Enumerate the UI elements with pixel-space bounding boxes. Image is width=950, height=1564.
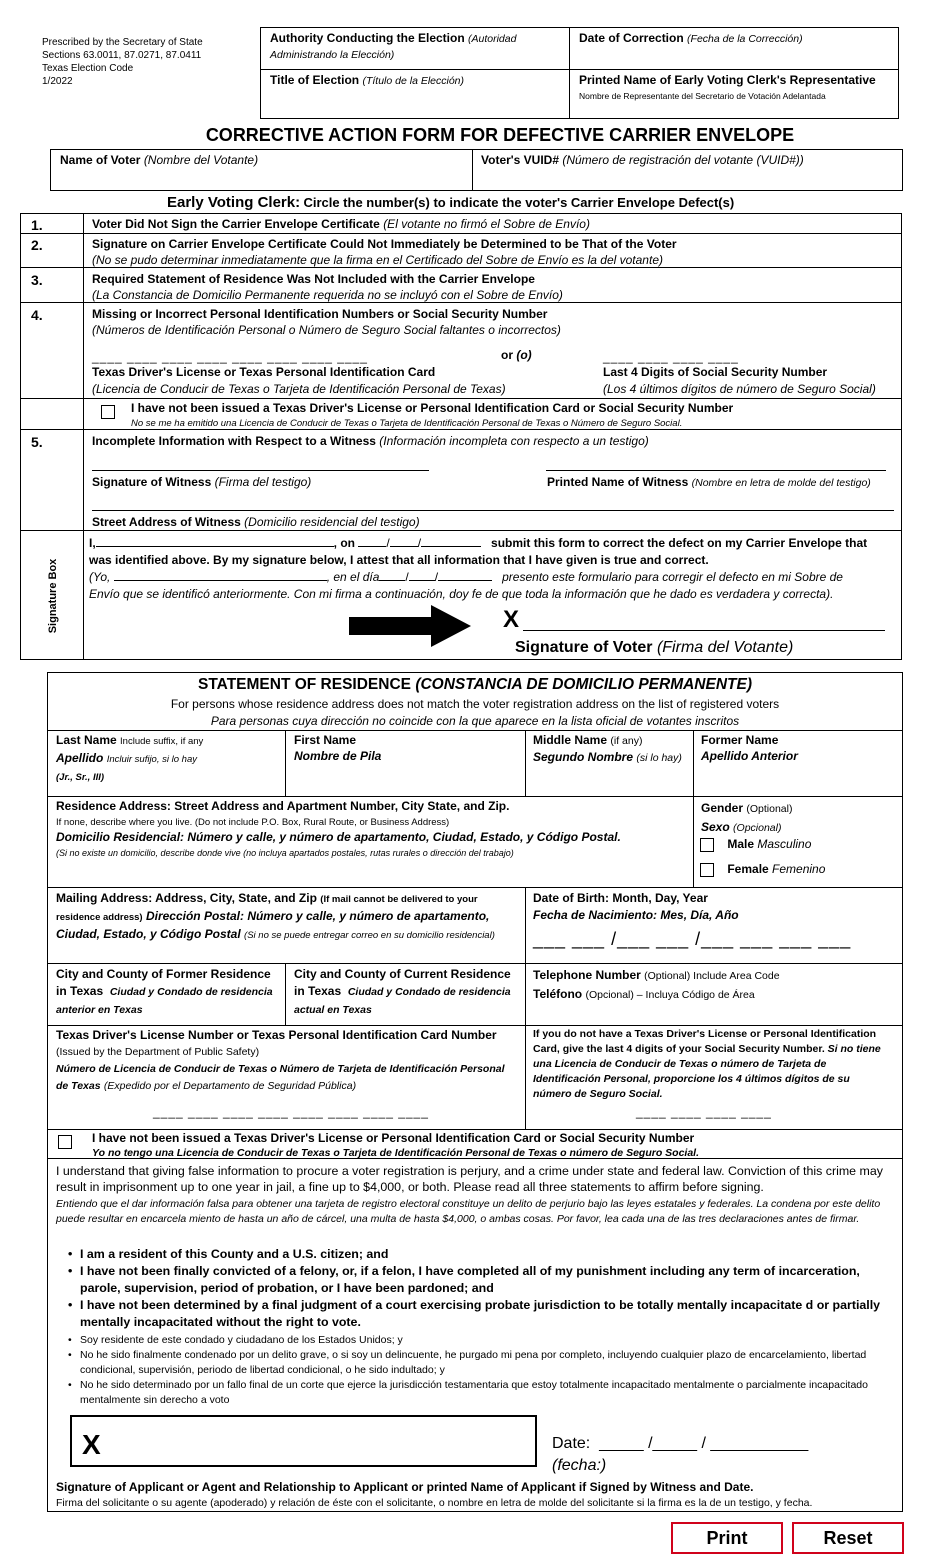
- or-label: or (o): [501, 348, 532, 362]
- witness-address-label: Street Address of Witness (Domicilio residencial del testigo): [92, 515, 420, 529]
- female-option[interactable]: Female Femenino: [700, 862, 825, 877]
- form-title: CORRECTIVE ACTION FORM FOR DEFECTIVE CARRIER ENVELOPE: [205, 125, 795, 145]
- year-blank[interactable]: [421, 546, 481, 547]
- statement-of-residence: [47, 672, 903, 1512]
- prescribed-line: Prescribed by the Secretary of State: [42, 37, 203, 48]
- telephone-field[interactable]: Telephone Number (Optional) Include Area Code Teléfono (Opcional) – Incluya Código de Área: [533, 968, 780, 1001]
- residence-address-field[interactable]: Residence Address: Street Address and Apartment Number, City State, and Zip. If none, describe where you live. (Do not include P.O. Box, Rural Route, or Business Address) Domicilio Residencial: Número y calle, y número de apartamento, Ciudad, Estado, y Código Postal. (Si no existe un domicilio, describe donde vive (no incluya apartados postales, rutas rurales o dirección del trabajo): [56, 799, 621, 858]
- dl-label: Texas Driver's License or Texas Personal Identification Card (Licencia de Conducir de Texas o Tarjeta de Identificación Personal de Texas): [92, 365, 506, 396]
- ssn4-blanks[interactable]: ____ ____ ____ ____: [636, 1105, 772, 1119]
- defect-5: Incomplete Information with Respect to a Witness (Información incompleta con respecto a un testigo): [92, 434, 649, 448]
- applicant-signature-box[interactable]: [70, 1415, 537, 1467]
- middle-name-field[interactable]: Middle Name (if any) Segundo Nombre (si lo hay): [533, 733, 682, 764]
- dl-number-blanks[interactable]: ____ ____ ____ ____ ____ ____ ____ ____: [92, 350, 368, 364]
- clerk-representative-field[interactable]: Printed Name of Early Voting Clerk's Representative Nombre de Representante del Secretario de Votación Adelantada: [579, 73, 876, 101]
- authority-field[interactable]: Authority Conducting the Election (Autoridad Administrando la Elección): [270, 31, 517, 61]
- defect-number-1[interactable]: 1.: [31, 217, 43, 233]
- defect-number-2[interactable]: 2.: [31, 237, 43, 253]
- attestation-text: I, , on / / submit this form to correct the defect on my Carrier Envelope that was identified above. By my signature below, I attest that all information that I have given is true and correct. (Yo, , en el día / / presento este formulario para corregir el defecto en mi Sobre de Envío que se identificó anteriormente. Con mi firma a continuación, doy fe de que toda la información que he dado es verdadera y correcta).: [89, 536, 868, 601]
- affirmation-item-es: • No he sido finalmente condenado por un delito grave, o si soy un delincuente, he purgado mi pena por completo, incluyendo cualquier plazo de encarcelamiento, libertad condicional, supervisión, periodo de libertad condicional, o he sido indultado; y: [66, 1348, 894, 1378]
- current-city-field[interactable]: City and County of Current Residence in Texas Ciudad y Condado de residencia actual en Texas: [294, 967, 511, 1016]
- signature-box-label: Signature Box: [47, 558, 59, 634]
- prescribed-line: 1/2022: [42, 76, 73, 87]
- voter-signature-x: X: [503, 606, 520, 633]
- defect-number-3[interactable]: 3.: [31, 272, 43, 288]
- sor-subtitle: For persons whose residence address does not match the voter registration address on the list of registered voters Para personas cuya dirección no coincide con la que aparece en la lista oficial de votantes inscritos: [170, 697, 780, 728]
- affirmation-item: • I have not been finally convicted of a felony, or, if a felon, I have completed all of my punishment including any term of incarceration, parole, supervision, period of probation, or I have been pardoned; and: [66, 1263, 894, 1297]
- affirmation-list-es: [66, 1333, 894, 1408]
- affirmation-list: [66, 1246, 894, 1331]
- witness-address-line[interactable]: [92, 510, 894, 511]
- gender-field: Gender (Optional) Sexo (Opcional): [701, 801, 793, 834]
- election-info-table: [260, 27, 899, 119]
- voter-info-table: [50, 149, 903, 191]
- perjury-statement-es: Entiendo que el dar información falsa para obtener una tarjeta de registro electoral constituye un delito de perjurio bajo las leyes estatales y federales. La condena por este delito puede resultar en encarcela miento de hasta un año de cárcel, una multa de hasta $4,000, o ambas cosas. Por favor, lea cada una de las tres declaraciones antes de firmar.: [56, 1198, 881, 1225]
- sor-title: STATEMENT OF RESIDENCE (CONSTANCIA DE DOMICILIO PERMANENTE): [198, 676, 752, 693]
- affirmation-item: • I have not been determined by a final judgment of a court exercising probate jurisdiction to be totally mentally incapacitate d or partially mentally incapacitated without the right to vote.: [66, 1297, 894, 1331]
- defect-1: Voter Did Not Sign the Carrier Envelope Certificate (El votante no firmó el Sobre de Envío): [92, 217, 590, 231]
- dob-blanks[interactable]: ___ ___ /___ ___ /___ ___ ___ ___: [533, 929, 852, 949]
- dob-field[interactable]: Date of Birth: Month, Day, Year Fecha de Nacimiento: Mes, Día, Año: [533, 891, 739, 922]
- applicant-signature-x: X: [82, 1429, 101, 1460]
- witness-signature-label: Signature of Witness (Firma del testigo): [92, 475, 312, 489]
- defects-table: [20, 213, 902, 660]
- clerk-instruction: Early Voting Clerk: Circle the number(s) to indicate the voter's Carrier Envelope Defect(s): [167, 194, 735, 211]
- former-name-field[interactable]: Former Name Apellido Anterior: [701, 733, 798, 763]
- tdl-field: Texas Driver's License Number or Texas Personal Identification Card Number (Issued by the Department of Public Safety) Número de Licencia de Conducir de Texas o Número de Tarjeta de Identificación Personal de Texas (Expedido por el Departamento de Seguridad Pública): [56, 1028, 505, 1092]
- reset-button[interactable]: Reset: [792, 1522, 904, 1554]
- affirmation-item-es: • No he sido determinado por un fallo final de un corte que ejerce la jurisdicción testamentaria que estoy totalmente incapacitado mentalmente o parcialmente incapacitado mentalmente sin derecho a voto: [66, 1378, 894, 1408]
- prescribed-line: Sections 63.0011, 87.0271, 87.0411: [42, 50, 202, 61]
- arrow-right-icon: [349, 605, 471, 647]
- defect-4: Missing or Incorrect Personal Identification Numbers or Social Security Number (Números de Identificación Personal o Número de Seguro Social faltantes o incorrectos): [92, 307, 561, 337]
- defect-number-4[interactable]: 4.: [31, 307, 43, 323]
- prescribed-note: [42, 36, 203, 88]
- last-name-field[interactable]: Last Name Include suffix, if any Apellido Incluir sufijo, si lo hay (Jr., Sr., III): [56, 733, 204, 783]
- no-id-checkbox[interactable]: [101, 404, 115, 419]
- voter-name-blank[interactable]: [96, 546, 334, 547]
- mailing-address-field[interactable]: Mailing Address: Address, City, State, and Zip (If mail cannot be delivered to your residence address) Dirección Postal: Número y calle, y número de apartamento, Ciudad, Estado, y Código Postal (Si no se puede entregar correo en su domicilio residencial): [56, 891, 495, 941]
- male-option[interactable]: Male Masculino: [700, 837, 811, 852]
- voter-signature-label: Signature of Voter (Firma del Votante): [515, 639, 794, 656]
- witness-name-label: Printed Name of Witness (Nombre en letra de molde del testigo): [547, 475, 871, 489]
- month-blank[interactable]: [358, 546, 386, 547]
- defect-3: Required Statement of Residence Was Not Included with the Carrier Envelope (La Constancia de Domicilio Permanente requerida no se incluyó con el Sobre de Envío): [92, 272, 563, 302]
- fecha-label: (fecha:): [552, 1457, 607, 1474]
- witness-name-line[interactable]: [546, 470, 886, 471]
- defect-number-5[interactable]: 5.: [31, 434, 43, 450]
- date-field[interactable]: Date: _____ /_____ / ___________: [552, 1435, 809, 1452]
- voter-signature-line[interactable]: [523, 630, 885, 631]
- print-button[interactable]: Print: [671, 1522, 783, 1554]
- sor-no-id-checkbox[interactable]: [58, 1134, 72, 1149]
- defect-2: Signature on Carrier Envelope Certificate Could Not Immediately be Determined to be That of the Voter (No se pudo determinar inmediatamente que la firma en el Certificado del Sobre de Envío es la del votante): [92, 237, 677, 267]
- date-correction-field[interactable]: Date of Correction (Fecha de la Corrección): [579, 31, 803, 45]
- voter-name-field[interactable]: Name of Voter (Nombre del Votante): [60, 153, 259, 167]
- affirmation-item-es: • Soy residente de este condado y ciudadano de los Estados Unidos; y: [66, 1333, 894, 1348]
- prescribed-line: Texas Election Code: [42, 63, 134, 74]
- ssn-blanks[interactable]: ____ ____ ____ ____: [603, 350, 739, 364]
- ssn-label: Last 4 Digits of Social Security Number (Los 4 últimos dígitos de número de Seguro Social): [603, 365, 876, 396]
- perjury-statement: I understand that giving false information to procure a voter registration is perjury, and a crime under state and federal law. Conviction of this crime may result in imprisonment up to one year in jail, a fine up to $4,000, or both. Please read all three statements to affirm before signing.: [56, 1164, 883, 1194]
- tdl-blanks[interactable]: ____ ____ ____ ____ ____ ____ ____ ____: [153, 1105, 429, 1119]
- applicant-signature-label: Signature of Applicant or Agent and Relationship to Applicant or printed Name of Applicant if Signed by Witness and Date. Firma del solicitante o su agente (apoderado) y relación de éste con el solicitante, o nombre en letra de molde del solicitante si la firma es la de un testigo, y fecha.: [56, 1480, 813, 1509]
- sor-no-id-text: I have not been issued a Texas Driver's License or Personal Identification Card or Social Security Number Yo no tengo una Licencia de Conducir de Texas o Tarjeta de Identificación Personal de Texas o número de Seguro Social.: [92, 1131, 700, 1159]
- former-city-field[interactable]: City and County of Former Residence in Texas Ciudad y Condado de residencia anterior en Texas: [56, 967, 273, 1016]
- voter-vuid-field[interactable]: Voter's VUID# (Número de registración del votante (VUID#)): [481, 153, 804, 167]
- day-blank[interactable]: [390, 546, 418, 547]
- affirmation-item: • I am a resident of this County and a U.S. citizen; and: [66, 1246, 894, 1263]
- ssn-field: If you do not have a Texas Driver's License or Personal Identification Card, give the last 4 digits of your Social Security Number. Si no tiene una Licencia de Conducir de Texas o número de Tarjeta de Identificación Personal, proporcione los 4 últimos dígitos de su número de Seguro Social.: [533, 1028, 881, 1100]
- first-name-field[interactable]: First Name Nombre de Pila: [294, 733, 382, 763]
- election-title-field[interactable]: Title of Election (Título de la Elección): [270, 73, 465, 87]
- witness-signature-line[interactable]: [92, 470, 429, 471]
- no-id-text: I have not been issued a Texas Driver's License or Personal Identification Card or Social Security Number No se me ha emitido una Licencia de Conducir de Texas o Tarjeta de Identificación Personal de Texas o Número de Seguro Social.: [131, 401, 734, 429]
